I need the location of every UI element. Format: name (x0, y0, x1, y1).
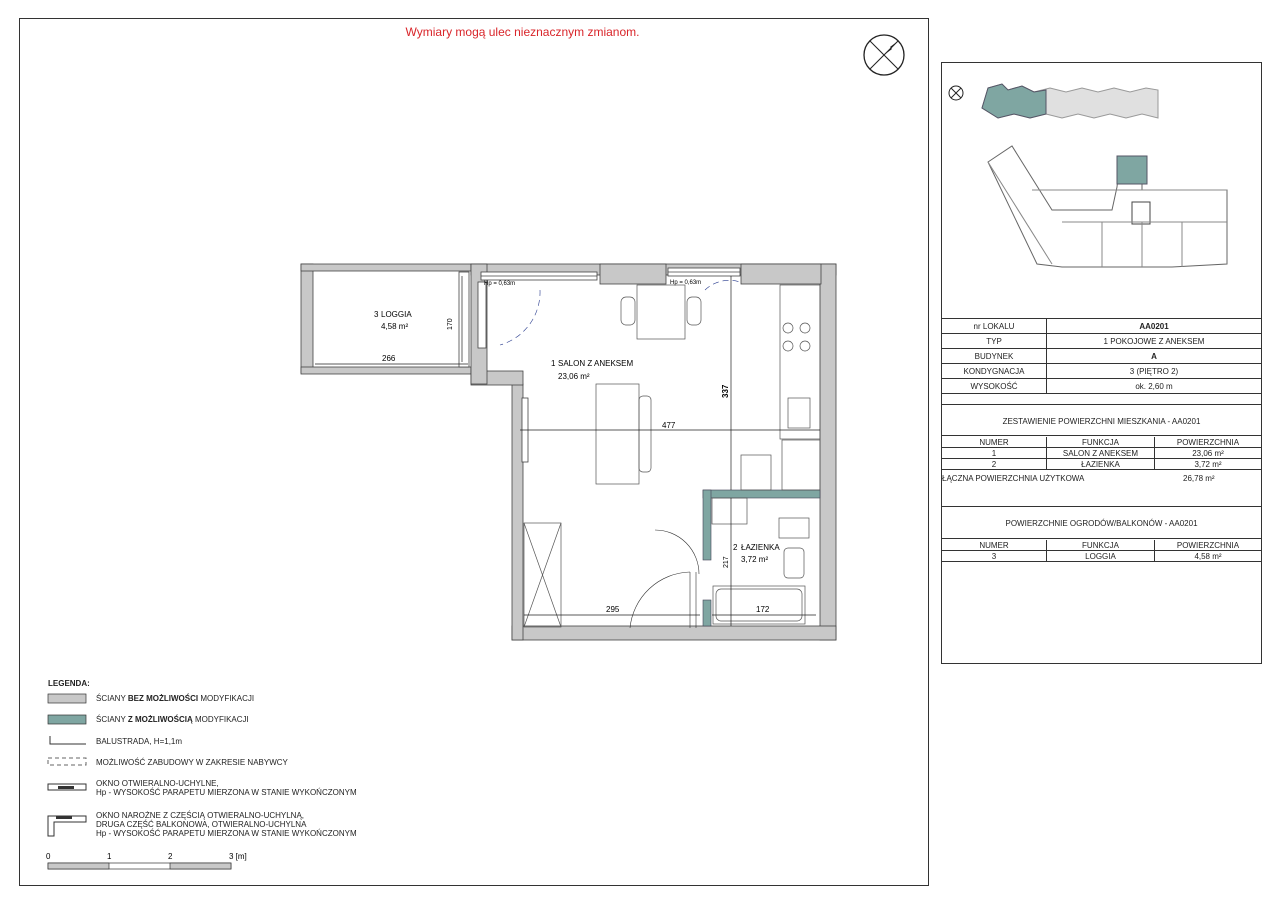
info-value: A (1047, 349, 1262, 364)
legend-title: LEGENDA: (48, 679, 90, 688)
legend-modifiable-walls (96, 715, 249, 724)
dimension-notice: Wymiary mogą ulec nieznacznym zmianom. (405, 25, 640, 39)
scale-label: 0 (46, 852, 51, 861)
cell: 4,58 m² (1155, 551, 1262, 562)
legend-text: ŚCIANY (96, 715, 128, 724)
legend-text-bold: BEZ MOŻLIWOŚCI (127, 694, 199, 703)
cell: LOGGIA (1047, 551, 1155, 562)
legend-balustrade: BALUSTRADA, H=1,1m (96, 737, 183, 746)
col-header: POWIERZCHNIA (1155, 437, 1262, 448)
building-keyplan (942, 72, 1260, 312)
col-header: FUNKCJA (1047, 540, 1155, 551)
salon-number: 1 (551, 359, 556, 368)
legend-text: ŚCIANY (96, 694, 128, 703)
panel-divider (942, 506, 1261, 507)
legend-text: Hp - WYSOKOŚĆ PARAPETU MIERZONA W STANIE WYKOŃCZONYM (96, 788, 357, 797)
dim-bath-width: 172 (756, 605, 770, 614)
info-row (942, 319, 1261, 334)
info-row (942, 334, 1261, 349)
legend-text: Hp - WYSOKOŚĆ PARAPETU MIERZONA W STANIE WYKOŃCZONYM (96, 829, 357, 838)
dim-loggia-width: 266 (382, 354, 396, 363)
loggia-number: 3 (374, 310, 379, 319)
info-row (942, 364, 1261, 379)
info-label: TYP (942, 334, 1047, 349)
col-header: POWIERZCHNIA (1155, 540, 1262, 551)
dim-salon-depth: 337 (721, 384, 730, 398)
table-header-row (942, 437, 1261, 448)
legend-text: OKNO NAROŻNE Z CZĘŚCIĄ OTWIERALNO-UCHYLNĄ, (96, 811, 305, 820)
door-swings (500, 280, 740, 628)
col-header: FUNKCJA (1047, 437, 1155, 448)
panel-divider (942, 435, 1261, 436)
total-area (942, 474, 1261, 483)
loggia-area: 4,58 m² (381, 322, 409, 331)
panel-divider (942, 404, 1261, 405)
salon-name: SALON Z ANEKSEM (558, 359, 634, 368)
legend-text-bold: Z MOŻLIWOŚCIĄ (127, 715, 193, 724)
info-label: KONDYGNACJA (942, 364, 1047, 379)
legend-text: MODYFIKACJI (198, 694, 255, 703)
cell: 3,72 m² (1155, 459, 1262, 470)
gardens-title: POWIERZCHNIE OGRODÓW/BALKONÓW - AA0201 (1005, 519, 1198, 528)
info-value: 3 (PIĘTRO 2) (1047, 364, 1262, 379)
legend-window1 (96, 779, 357, 797)
gardens-table (942, 540, 1261, 562)
bathroom-name: ŁAZIENKA (741, 543, 780, 552)
unit-info-table (942, 319, 1261, 394)
legend-buildout: MOŻLIWOŚĆ ZABUDOWY W ZAKRESIE NABYWCY (96, 758, 288, 767)
dim-salon-width: 477 (662, 421, 676, 430)
dim-loggia-depth: 170 (447, 318, 454, 330)
loggia-name: LOGGIA (381, 310, 412, 319)
salon-area: 23,06 m² (558, 372, 590, 381)
legend-fixed-walls (96, 694, 254, 703)
legend-text: DRUGA CZĘŚĆ BALKONOWA, OTWIERALNO-UCHYLNA (96, 820, 307, 829)
info-label: nr LOKALU (942, 319, 1047, 334)
info-label: WYSOKOŚĆ (942, 379, 1047, 394)
legend-text: MODYFIKACJI (192, 715, 249, 724)
table-row (942, 448, 1261, 459)
legend-text: OKNO OTWIERALNO-UCHYLNE, (96, 779, 219, 788)
legend-symbols (46, 690, 96, 840)
total-label: ŁĄCZNA POWIERZCHNIA UŻYTKOWA (942, 474, 1085, 483)
col-header: NUMER (942, 540, 1047, 551)
scale-label: 3 [m] (229, 852, 247, 861)
total-value: 26,78 m² (1183, 474, 1215, 483)
cell: SALON Z ANEKSEM (1047, 448, 1155, 459)
info-row (942, 379, 1261, 394)
kitchen (741, 285, 820, 490)
furniture (524, 285, 701, 627)
dim-bottom-width: 295 (606, 605, 620, 614)
bathroom-area: 3,72 m² (741, 555, 769, 564)
cell: ŁAZIENKA (1047, 459, 1155, 470)
cell: 1 (942, 448, 1047, 459)
col-header: NUMER (942, 437, 1047, 448)
cell: 23,06 m² (1155, 448, 1262, 459)
info-label: BUDYNEK (942, 349, 1047, 364)
areas-table (942, 437, 1261, 470)
cell: 3 (942, 551, 1047, 562)
info-row (942, 349, 1261, 364)
bathroom-number: 2 (733, 543, 738, 552)
window-hp-label-2: Hp = 0,63m (670, 280, 702, 286)
panel-divider (942, 538, 1261, 539)
table-header-row (942, 540, 1261, 551)
dim-bath-depth: 217 (723, 556, 730, 568)
scale-bar (40, 848, 270, 874)
table-row (942, 459, 1261, 470)
window-hp-label-1: Hp = 0,63m (484, 281, 516, 287)
info-value: 1 POKOJOWE Z ANEKSEM (1047, 334, 1262, 349)
cell: 2 (942, 459, 1047, 470)
scale-label: 2 (168, 852, 173, 861)
legend-window2 (96, 811, 357, 838)
areas-title: ZESTAWIENIE POWIERZCHNI MIESZKANIA - AA0201 (1002, 417, 1201, 426)
info-value: ok. 2,60 m (1047, 379, 1262, 394)
table-row (942, 551, 1261, 562)
scale-label: 1 (107, 852, 112, 861)
info-value: AA0201 (1047, 319, 1262, 334)
